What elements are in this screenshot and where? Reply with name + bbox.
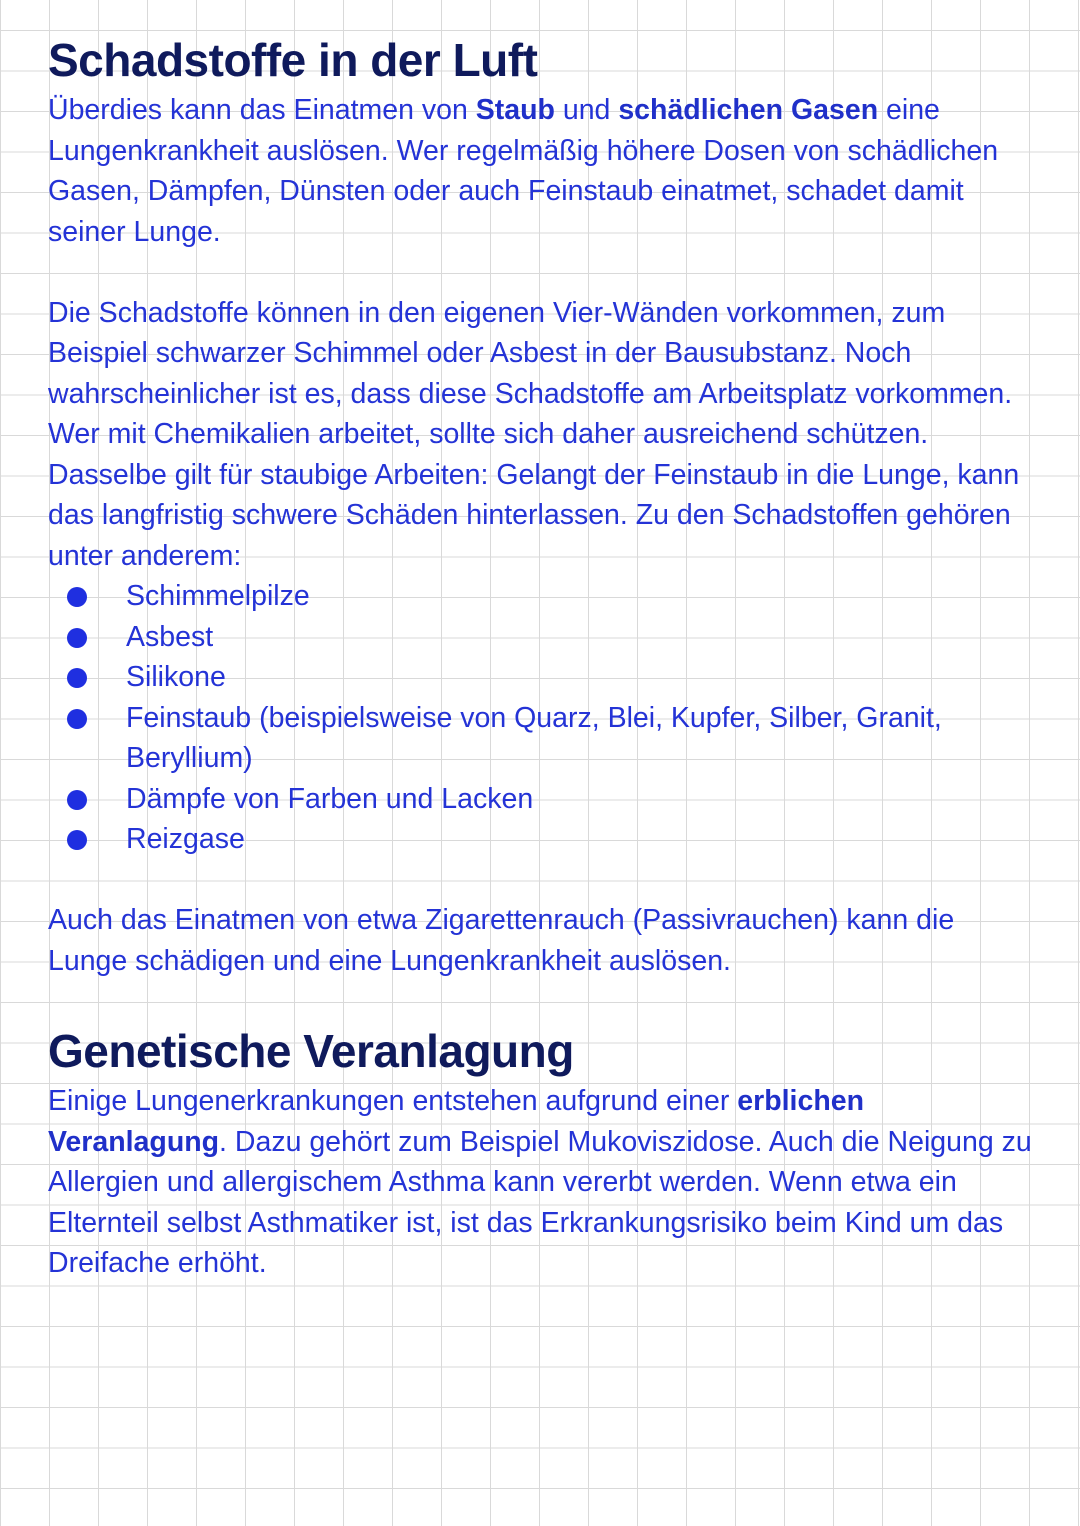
text-run: Überdies kann das Einatmen von: [48, 94, 476, 126]
list-item-label: Dämpfe von Farben und Lacken: [126, 782, 534, 815]
bold-term-harmful-gases: schädlichen Gasen: [618, 94, 879, 126]
text-run: und: [554, 94, 619, 126]
section-title-genetic: Genetische Veranlagung: [48, 1025, 574, 1077]
paragraph-genetic: [48, 1081, 1038, 1284]
list-item-label: Feinstaub (beispielsweise von Quarz, Blei, Kupfer, Silber, Granit, Beryllium): [126, 701, 942, 774]
list-item: [48, 657, 1038, 698]
bullet-icon: [67, 668, 87, 688]
text-run: . Dazu gehört zum Beispiel Mukoviszidose. Auch die Neigung zu Allergien und allergischem Asthma kann vererbt werden. Wenn etwa ein Elternteil selbst Asthmatiker ist, ist das Erkrankungsrisiko beim Kind um das Dreifache erhöht.: [48, 1125, 1032, 1279]
section-title-pollutants: Schadstoffe in der Luft: [48, 34, 538, 86]
paragraph-passive-smoking: Auch das Einatmen von etwa Zigarettenrauch (Passivrauchen) kann die Lunge schädigen und eine Lungenkrankheit auslösen.: [48, 904, 955, 977]
list-item-label: Silikone: [126, 661, 226, 693]
list-item: [48, 698, 1038, 779]
bullet-icon: [67, 587, 87, 607]
paragraph-intro: [48, 90, 1038, 252]
section-genetic: [48, 1021, 1038, 1284]
pollutant-list: [48, 576, 1038, 860]
list-item: [48, 819, 1038, 860]
bold-term-hereditary: erblichen Veranlagung: [48, 1085, 864, 1158]
spacer: [48, 252, 1038, 293]
list-item-label: Reizgase: [126, 823, 245, 855]
bullet-icon: [67, 628, 87, 648]
bullet-icon: [67, 790, 87, 810]
text-run: Einige Lungenerkrankungen entstehen aufgrund einer: [48, 1085, 738, 1117]
text-run: eine Lungenkrankheit auslösen. Wer regelmäßig höhere Dosen von schädlichen Gasen, Dämpfen, Dünsten oder auch Feinstaub einatmet, schadet damit seiner Lunge.: [48, 94, 999, 248]
bold-term-dust: Staub: [475, 94, 555, 126]
list-item: [48, 617, 1038, 658]
bullet-icon: [67, 830, 87, 850]
spacer: [48, 860, 1038, 901]
bullet-icon: [67, 709, 87, 729]
list-item-label: Schimmelpilze: [126, 580, 310, 612]
list-item-label: Asbest: [126, 620, 214, 653]
paragraph-sources: Die Schadstoffe können in den eigenen Vier-Wänden vorkommen, zum Beispiel schwarzer Schimmel oder Asbest in der Bausubstanz. Noch wahrscheinlicher ist es, dass diese Schadstoffe am Arbeitsplatz vorkommen. Wer mit Chemikalien arbeitet, sollte sich daher ausreichend schützen. Dasselbe gilt für staubige Arbeiten: Gelangt der Feinstaub in die Lunge, kann das langfristig schwere Schäden hinterlassen. Zu den Schadstoffen gehören unter anderem:: [48, 296, 1020, 572]
list-item: [48, 779, 1038, 820]
document-page: [48, 30, 1038, 1284]
list-item: [48, 576, 1038, 617]
